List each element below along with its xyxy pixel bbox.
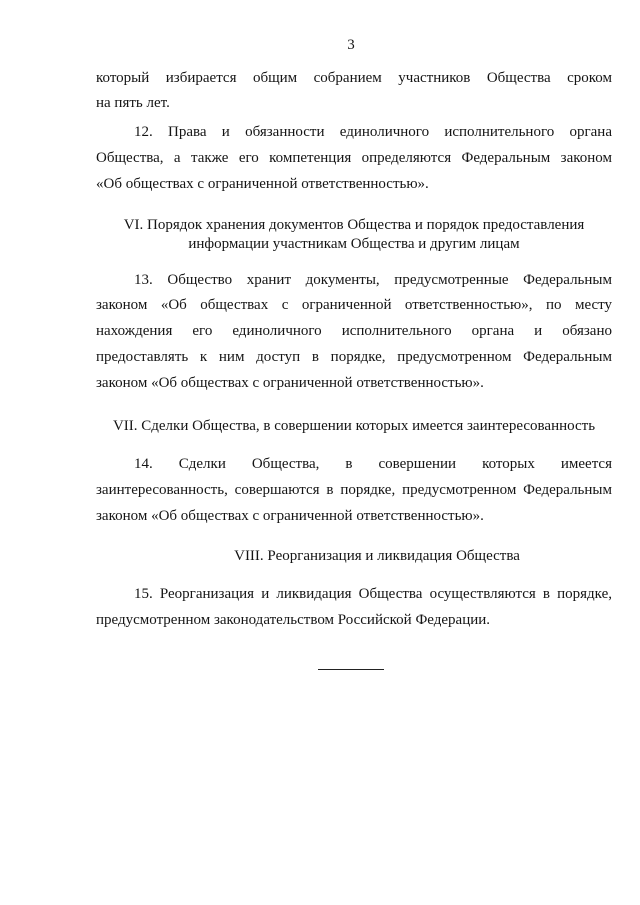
clause-line: Общества, а также его компетенция определяются Федеральным законом xyxy=(96,150,612,166)
paragraph-line: который избирается общим собранием участников Общества сроком xyxy=(96,70,612,86)
section-heading-line: информации участникам Общества и другим лицам xyxy=(188,236,520,252)
clause-line: предоставлять к ним доступ в порядке, предусмотренном Федеральным xyxy=(96,349,612,365)
clause-line: заинтересованность, совершаются в порядке, предусмотренном Федеральным xyxy=(96,482,612,498)
section-heading-line: VI. Порядок хранения документов Общества и порядок предоставления xyxy=(123,217,585,233)
section-heading-line: VIII. Реорганизация и ликвидация Общества xyxy=(234,548,520,564)
clause-line: 12. Права и обязанности единоличного исполнительного органа xyxy=(134,124,612,140)
clause-line: 15. Реорганизация и ликвидация Общества осуществляются в порядке, xyxy=(134,586,612,602)
section-heading-line: VII. Сделки Общества, в совершении которых имеется заинтересованность xyxy=(112,418,596,434)
clause-line: законом «Об обществах с ограниченной ответственностью». xyxy=(96,375,484,391)
clause-line: «Об обществах с ограниченной ответственностью». xyxy=(96,176,429,192)
clause-line: предусмотренном законодательством Российской Федерации. xyxy=(96,612,491,628)
clause-line: нахождения его единоличного исполнительного органа и обязано xyxy=(96,323,612,339)
clause-line: законом «Об обществах с ограниченной ответственностью», по месту xyxy=(96,297,612,313)
paragraph-line: на пять лет. xyxy=(96,95,170,111)
page-number: 3 xyxy=(347,37,355,53)
clause-line: 13. Общество хранит документы, предусмотренные Федеральным xyxy=(134,272,612,288)
end-of-document-rule xyxy=(318,669,384,670)
clause-line: законом «Об обществах с ограниченной ответственностью». xyxy=(96,508,484,524)
clause-line: 14. Сделки Общества, в совершении которых имеется xyxy=(134,456,612,472)
